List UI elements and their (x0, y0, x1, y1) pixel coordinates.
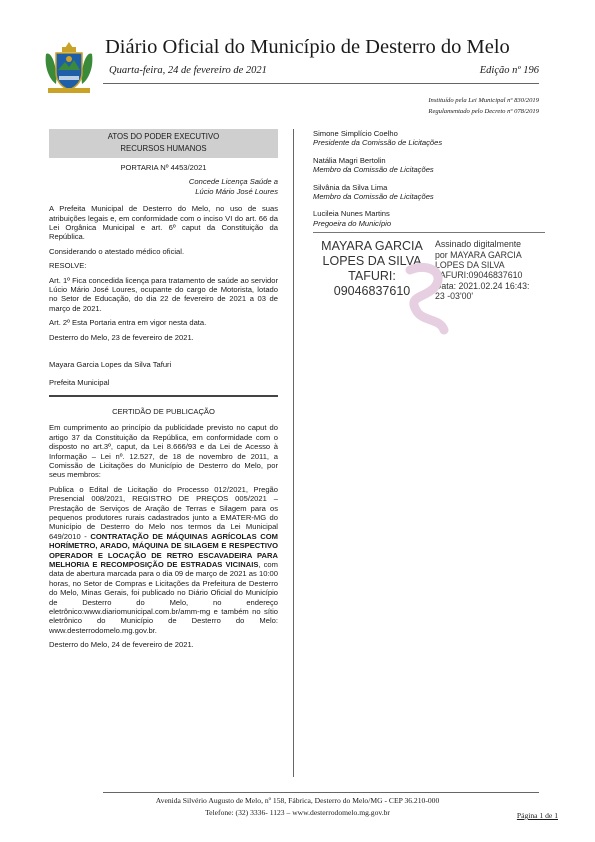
portaria-title: PORTARIA Nº 4453/2021 (120, 163, 207, 172)
section-divider (49, 395, 278, 397)
signature-info-line: Data: 2021.02.24 16:43: (435, 280, 530, 291)
signature-info-line: por MAYARA GARCIA (435, 249, 522, 260)
header-divider (103, 83, 539, 84)
signer-name: Mayara Garcia Lopes da Silva Tafuri (49, 360, 172, 370)
institution-law: Instituído pela Lei Municipal nº 830/2019 (428, 97, 539, 104)
certificate-notice-paragraph (49, 485, 278, 636)
article-2: Art. 2º Esta Portaria entra em vigor nesta data. (49, 318, 207, 328)
resolve-label: RESOLVE: (49, 261, 87, 271)
portaria-summary-line: Concede Licença Saúde a (188, 177, 278, 187)
portaria-summary-line: Lúcio Mário José Loures (195, 186, 278, 196)
article-1: Art. 1º Fica concedida licença para tratamento de saúde ao servidor Lúcio Mário José Loures, ocupante do cargo de Motorista, lotado no Setor de Educação, do dia 22 de fevereiro de 2021 a 03 de março de 2021. (49, 275, 278, 313)
edition-number: Edição nº 196 (479, 65, 539, 76)
digital-signature-info (435, 239, 547, 301)
edition-date: Quarta-feira, 24 de fevereiro de 2021 (109, 65, 267, 76)
member-name: Lucileia Nunes Martins (313, 209, 390, 219)
signature-info-line: LOPES DA SILVA (435, 260, 505, 271)
signature-name-line: MAYARA GARCIA (321, 239, 423, 254)
signature-info-line: TAFURI:09046837610 (435, 270, 523, 281)
newspaper-title: Diário Oficial do Município de Desterro do Melo (105, 36, 510, 58)
commission-member (313, 209, 545, 228)
section-title: ATOS DO PODER EXECUTIVO (107, 132, 220, 141)
notice-text: , com data de abertura marcada para o dia 09 de março de 2021 as 10:00 horas, no Setor de Compras e Licitações da Prefeitura de Desterro do Melo, Minas Gerais, foi publicado no Diário Oficial do Município de Desterro do Melo, no endereço eletrônico:www.diariomunicipal.com.br/amm-mg e também no sítio eletrônico do Município de Desterro do Melo: www.desterrodomelo.mg.gov.br. (49, 560, 278, 635)
signature-name-line: TAFURI: (348, 269, 396, 284)
footer-divider (103, 792, 539, 793)
preamble-paragraph: A Prefeita Municipal de Desterro do Melo, no uso de suas atribuições legais e, em conformidade com o inciso VI do art. 66 da Lei Orgânica Municipal e art. 6º caput da Constituição da República. (49, 204, 278, 242)
section-band (49, 129, 278, 158)
signature-name-line: LOPES DA SILVA (322, 254, 422, 269)
certificate-place-date: Desterro do Melo, 24 de fevereiro de 2021. (49, 640, 194, 650)
signature-info-line: 23 -03'00' (435, 291, 474, 302)
footer-address: Avenida Silvério Augusto de Melo, nº 158, Fábrica, Desterro do Melo/MG - CEP 36.210-000 (155, 796, 440, 805)
commission-member (313, 156, 545, 175)
signer-role: Prefeita Municipal (49, 377, 110, 387)
member-role: Presidente da Comissão de Licitações (313, 138, 443, 148)
signature-name-line: 09046837610 (333, 284, 411, 299)
commission-member (313, 183, 545, 202)
commission-member (313, 129, 545, 148)
institution-decree: Regulamentado pelo Decreto nº 078/2019 (428, 108, 539, 115)
member-name: Simone Simplício Coelho (313, 129, 398, 138)
section-subtitle: RECURSOS HUMANOS (120, 144, 207, 153)
member-role: Pregoeira do Município (313, 218, 392, 228)
signature-info-line: Assinado digitalmente (435, 239, 522, 250)
footer-contact: Telefone: (32) 3336- 1123 – www.desterrodomelo.mg.gov.br (205, 808, 390, 817)
certificate-paragraph: Em cumprimento ao princípio da publicidade previsto no caput do artigo 37 da Constituição da República, em conformidade com o disposto no art.3º, caput, da Lei 8.666/93 e da Lei de Acesso à Informação – Lei nº. 12.527, de 18 de novembro de 2011, a Comissão de Licitações do Município de Desterro do Melo, por seus membros: (49, 423, 278, 480)
portaria-place-date: Desterro do Melo, 23 de fevereiro de 2021. (49, 332, 194, 342)
notice-text: Publica o Edital de Licitação do Processo 012/2021, Pregão Presencial 008/2021, REGISTRO DE PREÇOS 005/2021 – Prestação de Serviços de Aração de Terras e Silagem para os pequenos produtores rurais cadastrados junto a EMATER-MG do Município de Desterro do Melo nos termos da Lei Municipal 649/2010 - (49, 484, 278, 541)
column-divider (293, 129, 294, 777)
considering-paragraph: Considerando o atestado médico oficial. (49, 246, 185, 256)
left-column (49, 129, 278, 655)
member-role: Membro da Comissão de Licitações (313, 192, 434, 202)
member-name: Natália Magri Bertolin (313, 155, 386, 165)
signature-watermark-icon (400, 262, 450, 337)
signature-divider (313, 232, 545, 233)
certificate-title: CERTIDÃO DE PUBLICAÇÃO (112, 406, 215, 416)
page-number: Página 1 de 1 (516, 811, 558, 820)
member-name: Silvânia da Silva Lima (313, 182, 388, 192)
coat-of-arms-logo (38, 40, 100, 96)
member-role: Membro da Comissão de Licitações (313, 165, 434, 175)
notice-object-text: CONTRATAÇÃO DE MÁQUINAS AGRÍCOLAS COM HORÍMETRO, ARADO, MÁQUINA DE SILAGEM E RESPECTIVO OPERADOR E LOCAÇÃO DE RETRO ESCAVADEIRA PARA MELHORIA E RECOMPOSIÇÃO DE ESTRADAS VICINAIS (49, 531, 278, 569)
